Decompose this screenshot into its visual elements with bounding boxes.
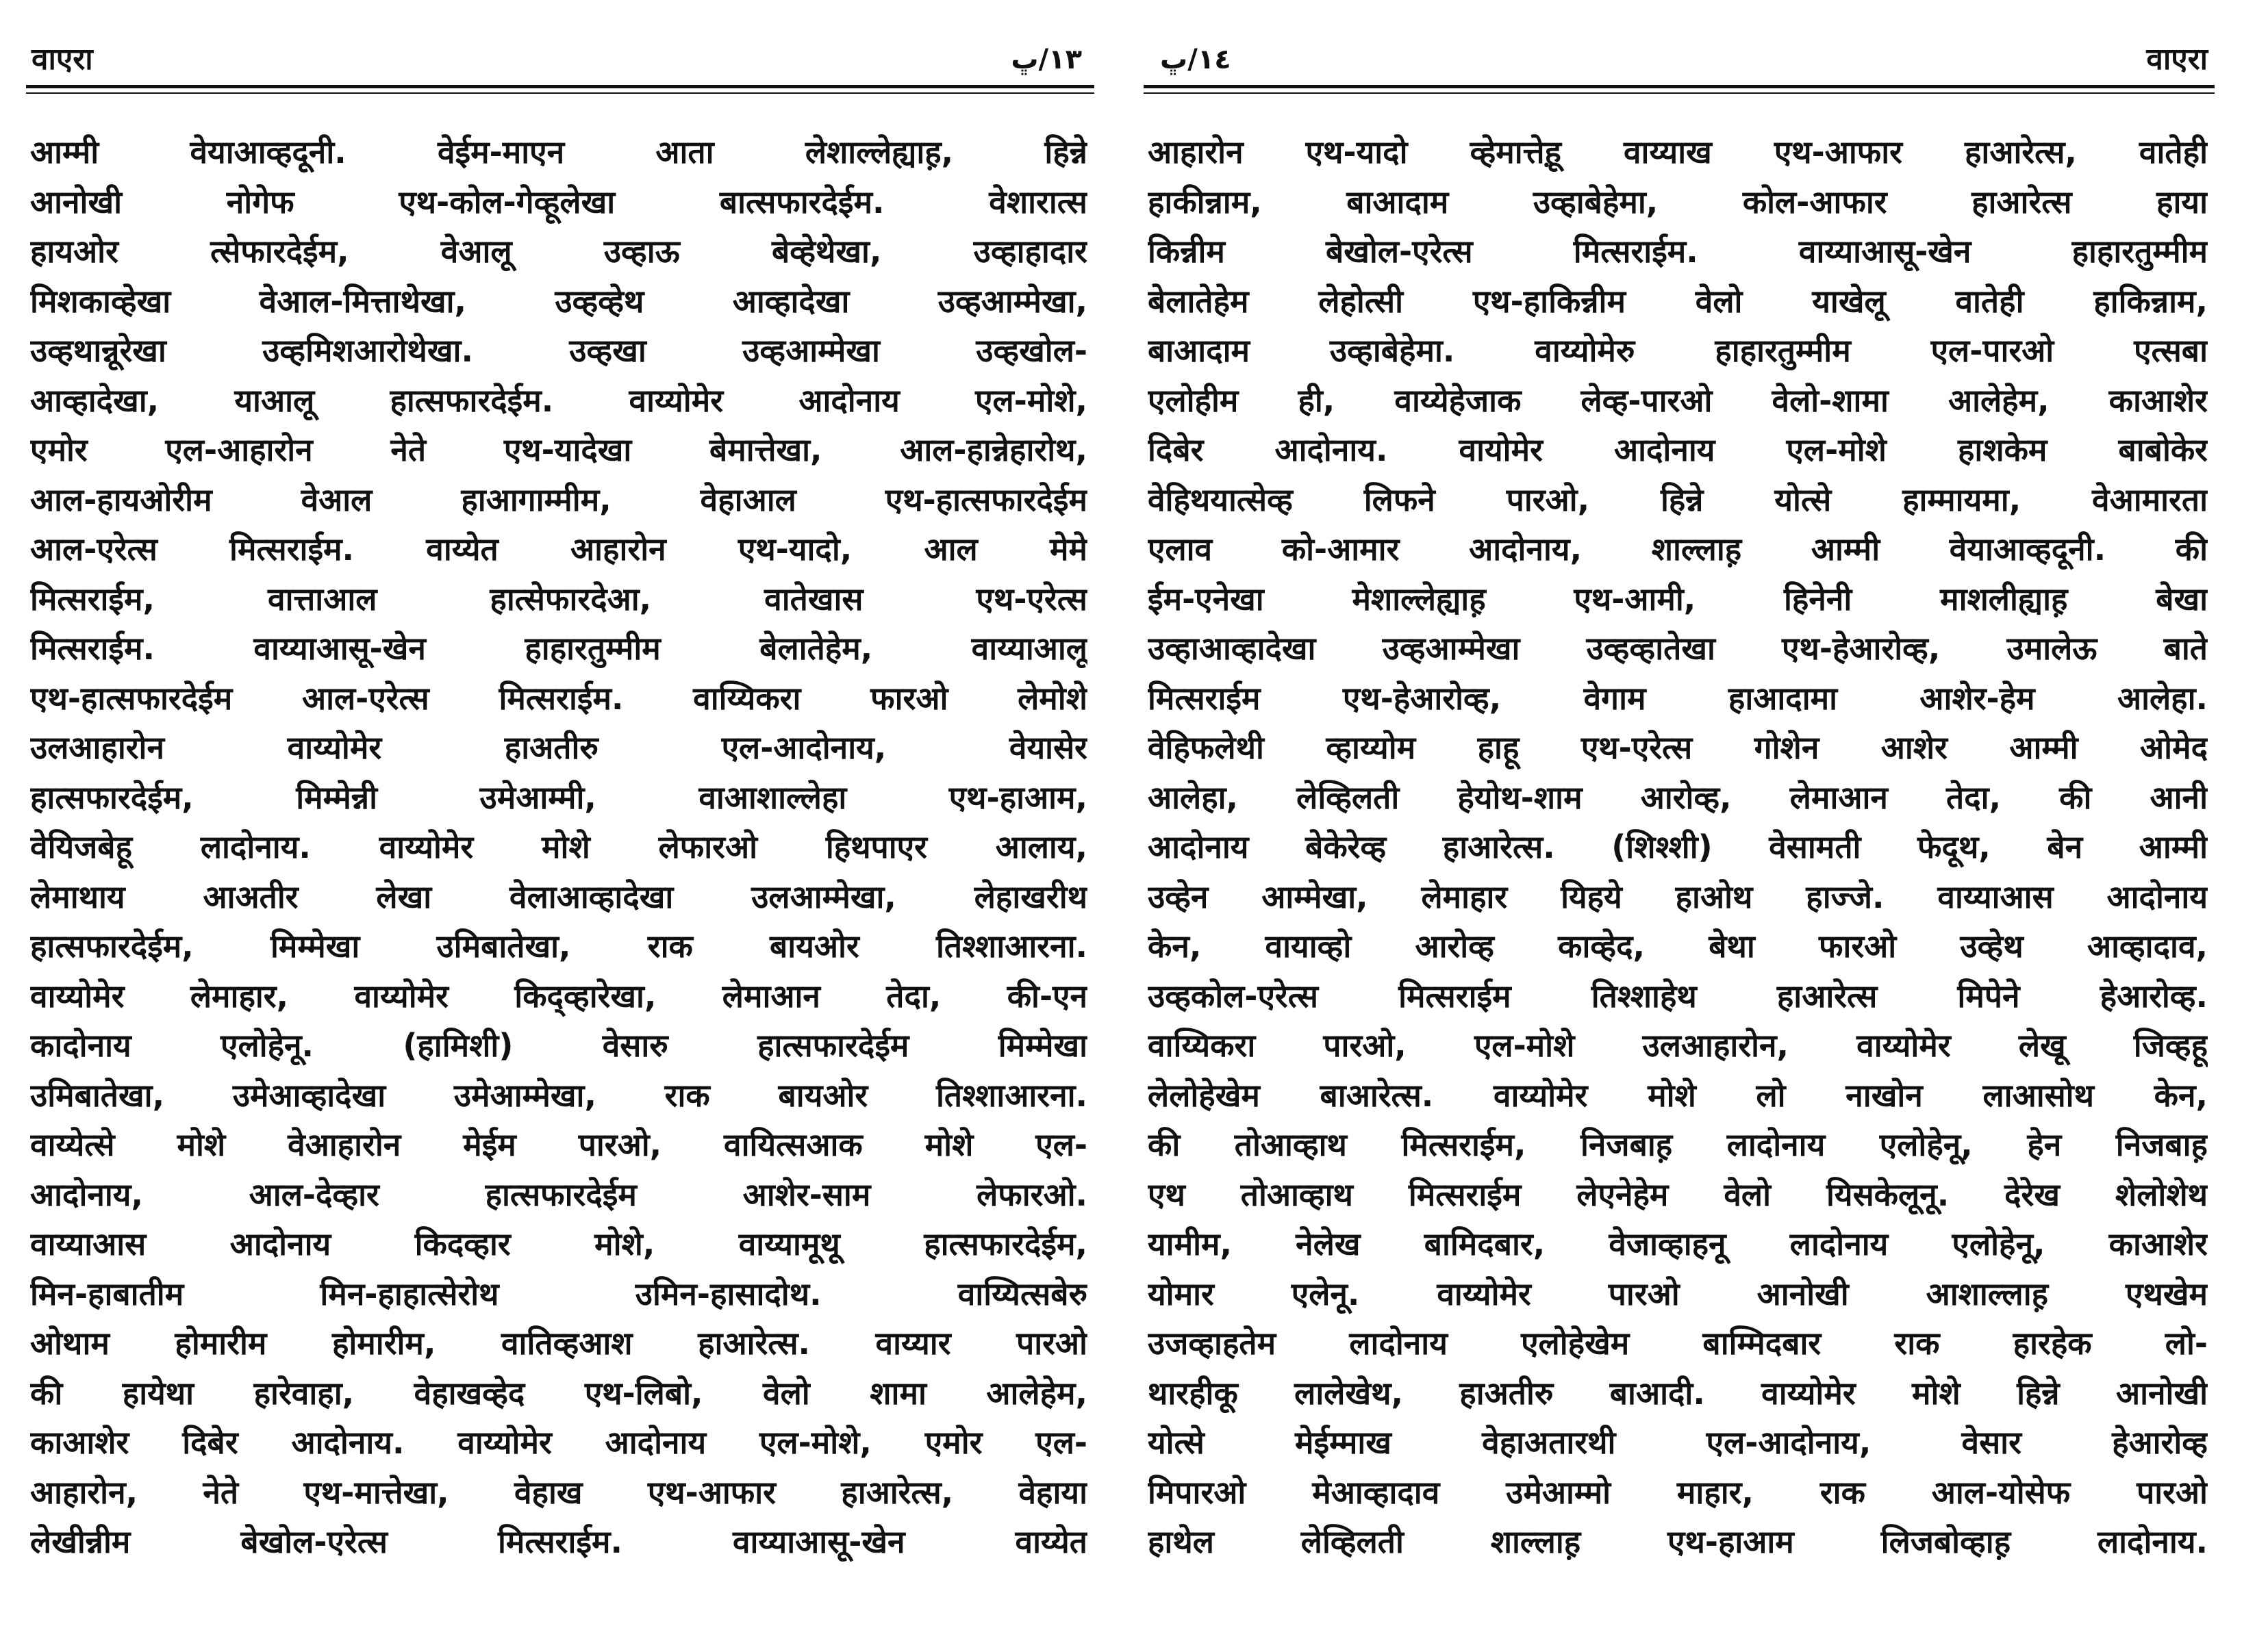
text-line: बेलातेहेम लेहोत्सी एथ-हाकिन्नीम वेलो याखेलू वातेही हाकिन्नाम,: [1148, 282, 2208, 320]
text-line: उजव्हाहतेम लादोनाय एलोहेखेम बाम्मिदबार राक हारहेक लो-: [1148, 1325, 2208, 1362]
text-line: आनोखी नोगेफ एथ-कोल-गेव्हूलेखा बात्सफारदेईम. वेशारात्स: [30, 183, 1087, 220]
text-line: आहारोन, नेते एथ-मात्तेखा, वेहाख एथ-आफार हाआरेत्स, वेहाया: [30, 1473, 1087, 1511]
text-line: आहारोन एथ-यादो व्हेमात्तेह़ू वाय्याख एथ-आफार हाआरेत्स, वातेही: [1148, 133, 2208, 170]
text-line: वेहिफलेथी व्हाय्योम हाहू एथ-एरेत्स गोशेन आशेर आम्मी ओमेद: [1148, 729, 2208, 766]
text-line: हायओर त्सेफारदेईम, वेआलू उव्हाऊ बेव्हेथेखा, उव्हाहादार: [30, 233, 1087, 270]
text-line: एलोहीम ही, वाय्येहेजाक लेव्ह-पारओ वेलो-शामा आलेहेम, काआशेर: [1148, 381, 2208, 419]
text-line: वाय्याआस आदोनाय किदव्हार मोशे, वाय्यामूथू हात्सफारदेईम,: [30, 1225, 1087, 1262]
left-page-number: ١٣/ڀ: [1011, 44, 1082, 75]
text-line: हात्सफारदेईम, मिम्मेन्नी उमेआम्मी, वाआशाल्लेहा एथ-हाआम,: [30, 778, 1087, 816]
left-header-title: वाएरा: [32, 42, 93, 77]
right-header-rule-thick: [1144, 85, 2215, 88]
text-line: मिपारओ मेआव्हादाव उमेआम्मो माहार, राक आल-योसेफ पारओ: [1148, 1473, 2208, 1511]
text-line: कादोनाय एलोहेनू. (हामिशी) वेसारु हात्सफारदेईम मिम्मेखा: [30, 1027, 1087, 1064]
text-line: मित्सराईम, वात्ताआल हात्सेफारदेआ, वातेखास एथ-एरेत्स: [30, 580, 1087, 617]
text-line: किन्नीम बेखोल-एरेत्स मित्सराईम. वाय्याआसू-खेन हाहारतुम्मीम: [1148, 233, 2208, 270]
text-line: लेलोहेखेम बाआरेत्स. वाय्योमेर मोशे लो नाखोन लाआसोथ केन,: [1148, 1076, 2208, 1114]
text-line: ओथाम होमारीम होमारीम, वातिव्हआश हाआरेत्स. वाय्यार पारओ: [30, 1325, 1087, 1362]
right-page: [1144, 0, 2215, 1643]
text-line: उव्हकोल-एरेत्स मित्सराईम तिश्शाहेथ हाआरेत्स मिपेने हेआरोव्ह.: [1148, 977, 2208, 1015]
text-line: उमिबातेखा, उमेआव्हादेखा उमेआम्मेखा, राक बायओर तिश्शाआरना.: [30, 1076, 1087, 1114]
right-running-head: [1144, 37, 2215, 82]
text-line: उव्हथान्नूरेखा उव्हमिशआरोथेखा. उव्हखा उव्हआम्मेखा उव्हखोल-: [30, 332, 1087, 369]
text-line: हाथेल लेव्हिलती शाल्लाह़ एथ-हाआम लिजबोव्हाह़ लादोनाय.: [1148, 1523, 2208, 1560]
right-body-text: [1148, 127, 2208, 1567]
text-line: मित्सराईम एथ-हेआरोव्ह, वेगाम हाआदामा आशेर-हेम आलेहा.: [1148, 679, 2208, 717]
text-line: उलआहारोन वाय्योमेर हाअतीरु एल-आदोनाय, वेयासेर: [30, 729, 1087, 766]
text-line: योमार एलेनू. वाय्योमेर पारओ आनोखी आशाल्लाह़ एथखेम: [1148, 1275, 2208, 1312]
text-line: लेमाथाय आअतीर लेखा वेलाआव्हादेखा उलआम्मेखा, लेहाखरीथ: [30, 878, 1087, 915]
text-line: वाय्योमेर लेमाहार, वाय्योमेर किद्व्हारेखा, लेमाआन तेदा, की-एन: [30, 977, 1087, 1015]
text-line: आम्मी वेयाआव्हदूनी. वेईम-माएन आता लेशाल्लेह्याह़, हिन्ने: [30, 133, 1087, 170]
text-line: हाकीन्नाम, बाआदाम उव्हाबेहेमा, कोल-आफार हाआरेत्स हाया: [1148, 183, 2208, 220]
right-page-number: ١٤/ڀ: [1160, 44, 1231, 75]
text-line: बाआदाम उव्हाबेहेमा. वाय्योमेरु हाहारतुम्मीम एल-पारओ एत्सबा: [1148, 332, 2208, 369]
text-line: काआशेर दिबेर आदोनाय. वाय्योमेर आदोनाय एल-मोशे, एमोर एल-: [30, 1424, 1087, 1461]
text-line: ईम-एनेखा मेशाल्लेह्याह़ एथ-आमी, हिनेनी माशलीह्याह़ बेखा: [1148, 580, 2208, 617]
right-header-title: वाएरा: [2146, 42, 2208, 77]
text-line: आदोनाय बेकेरेव्ह हाआरेत्स. (शिश्शी) वेसामती फेदूथ, बेन आम्मी: [1148, 828, 2208, 865]
left-running-head: [26, 37, 1094, 82]
left-header-rule-thin: [26, 92, 1094, 94]
text-line: वेयिजबेहू लादोनाय. वाय्योमेर मोशे लेफारओ हिथपाएर आलाय,: [30, 828, 1087, 865]
text-line: एथ तोआव्हाथ मित्सराईम लेएनेहेम वेलो यिसकेलूनू. देरेख शेलोशेथ: [1148, 1175, 2208, 1213]
text-line: हात्सफारदेईम, मिम्मेखा उमिबातेखा, राक बायओर तिश्शाआरना.: [30, 928, 1087, 965]
text-line: की तोआव्हाथ मित्सराईम, निजबाह़ लादोनाय एलोहेनू, हेन निजबाह़: [1148, 1126, 2208, 1163]
text-line: एथ-हात्सफारदेईम आल-एरेत्स मित्सराईम. वाय्यिकरा फारओ लेमोशे: [30, 679, 1087, 717]
left-header-rule-thick: [26, 85, 1094, 88]
text-line: वाय्यिकरा पारओ, एल-मोशे उलआहारोन, वाय्योमेर लेखू जिव्हहू: [1148, 1027, 2208, 1064]
text-line: की हायेथा हारेवाहा, वेहाखव्हेद एथ-लिबो, वेलो शामा आलेहेम,: [30, 1374, 1087, 1412]
text-line: मिन-हाबातीम मिन-हाहात्सेरोथ उमिन-हासादोथ. वाय्यित्सबेरु: [30, 1275, 1087, 1312]
text-line: आव्हादेखा, याआलू हात्सफारदेईम. वाय्योमेर आदोनाय एल-मोशे,: [30, 381, 1087, 419]
text-line: केन, वायाव्हो आरोव्ह काव्हेद, बेथा फारओ उव्हेथ आव्हादाव,: [1148, 928, 2208, 965]
text-line: आल-एरेत्स मित्सराईम. वाय्येत आहारोन एथ-यादो, आल मेमे: [30, 531, 1087, 568]
text-line: यामीम, नेलेख बामिदबार, वेजाव्हाहनू लादोनाय एलोहेनू, काआशेर: [1148, 1225, 2208, 1262]
text-line: उव्हाआव्हादेखा उव्हआम्मेखा उव्हव्हातेखा एथ-हेआरोव्ह, उमालेऊ बाते: [1148, 630, 2208, 667]
text-line: मित्सराईम. वाय्याआसू-खेन हाहारतुम्मीम बेलातेहेम, वाय्याआलू: [30, 630, 1087, 667]
right-header-rule-thin: [1144, 92, 2215, 94]
text-line: थारहीकू लालेखेथ, हाअतीरु बाआदी. वाय्योमेर मोशे हिन्ने आनोखी: [1148, 1374, 2208, 1412]
text-line: वेहिथयात्सेव्ह लिफने पारओ, हिन्ने योत्से हाम्मायमा, वेआमारता: [1148, 481, 2208, 518]
text-line: आलेहा, लेव्हिलती हेयोथ-शाम आरोव्ह, लेमाआन तेदा, की आनी: [1148, 778, 2208, 816]
text-line: दिबेर आदोनाय. वायोमेर आदोनाय एल-मोशे हाशकेम बाबोकेर: [1148, 431, 2208, 468]
left-page: [26, 0, 1094, 1643]
text-line: लेखीन्नीम बेखोल-एरेत्स मित्सराईम. वाय्याआसू-खेन वाय्येत: [30, 1523, 1087, 1560]
text-line: एलाव को-आमार आदोनाय, शाल्लाह़ आम्मी वेयाआव्हदूनी. की: [1148, 531, 2208, 568]
text-line: योत्से मेईम्माख वेहाअतारथी एल-आदोनाय, वेसार हेआरोव्ह: [1148, 1424, 2208, 1461]
text-line: आदोनाय, आल-देव्हार हात्सफारदेईम आशेर-साम लेफारओ.: [30, 1175, 1087, 1213]
text-line: आल-हायओरीम वेआल हाआगाम्मीम, वेहाआल एथ-हात्सफारदेईम: [30, 481, 1087, 518]
text-line: मिशकाव्हेखा वेआल-मित्ताथेखा, उव्हव्हेथ आव्हादेखा उव्हआम्मेखा,: [30, 282, 1087, 320]
text-line: एमोर एल-आहारोन नेते एथ-यादेखा बेमात्तेखा, आल-हान्नेहारोथ,: [30, 431, 1087, 468]
text-line: वाय्येत्से मोशे वेआहारोन मेईम पारओ, वायित्सआक मोशे एल-: [30, 1126, 1087, 1163]
left-body-text: [30, 127, 1087, 1567]
text-line: उव्हेन आम्मेखा, लेमाहार यिहये हाओथ हाज्जे. वाय्याआस आदोनाय: [1148, 878, 2208, 915]
